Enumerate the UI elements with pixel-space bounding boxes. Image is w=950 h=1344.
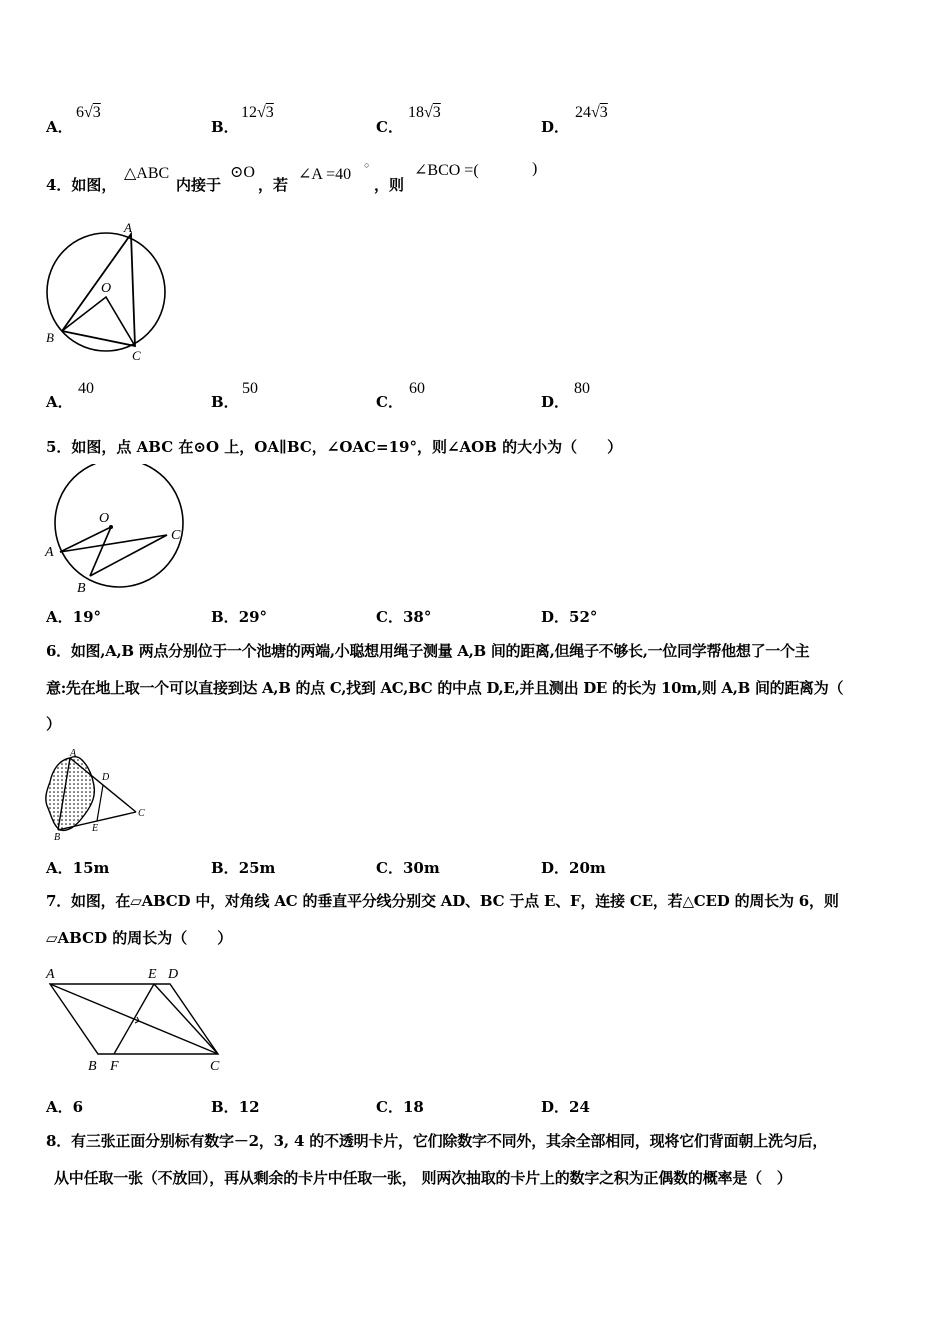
q3-option-c[interactable] bbox=[376, 116, 403, 137]
q6-option-d[interactable] bbox=[541, 857, 606, 878]
q4-option-d-value: 80 bbox=[574, 380, 590, 397]
option-letter: D． bbox=[541, 608, 570, 626]
option-value: 20m bbox=[569, 859, 606, 877]
q5-circle-figure bbox=[40, 464, 190, 596]
radicand: 3 bbox=[432, 104, 441, 121]
option-letter: A． bbox=[46, 608, 73, 626]
triangle-abc bbox=[62, 234, 135, 346]
sqrt-sign: √ bbox=[84, 104, 93, 121]
pond-shape bbox=[46, 757, 95, 831]
q4-option-c-value: 60 bbox=[409, 380, 425, 397]
q4-inscribed: 内接于 bbox=[176, 176, 222, 194]
label-c: C bbox=[210, 1059, 220, 1074]
radicand: 3 bbox=[599, 104, 608, 121]
option-letter: C． bbox=[376, 608, 403, 626]
q3-option-b[interactable] bbox=[211, 116, 239, 137]
segment-ob bbox=[90, 527, 111, 576]
q5-option-c[interactable] bbox=[376, 606, 431, 627]
q5-option-d[interactable] bbox=[541, 606, 597, 627]
option-letter: D． bbox=[541, 859, 570, 877]
label-d: D bbox=[102, 772, 110, 783]
q7-option-b[interactable] bbox=[211, 1096, 260, 1117]
q5-option-a[interactable] bbox=[46, 606, 101, 627]
q6-line-2: 意:先在地上取一个可以直接到达 A,B 的点 C,找到 AC,BC 的中点 D,E,并且测出 DE 的长为 10m,则 A,B 间的距离为（ bbox=[46, 679, 844, 697]
label-e: E bbox=[92, 823, 99, 834]
label-b: B bbox=[54, 832, 61, 842]
option-letter: C． bbox=[376, 1098, 403, 1116]
option-letter: A． bbox=[46, 118, 73, 136]
label-a: A bbox=[70, 748, 77, 759]
label-a: A bbox=[124, 220, 132, 235]
q6-line-1: 6．如图,A,B 两点分别位于一个池塘的两端,小聪想用绳子测量 A,B 间的距离,但绳子不够长,一位同学帮他想了一个主 bbox=[46, 642, 810, 660]
q3-option-d-value bbox=[575, 104, 608, 122]
option-letter: D． bbox=[541, 118, 570, 136]
q4-option-b-value: 50 bbox=[242, 380, 258, 397]
q4-option-d[interactable]: D． bbox=[541, 393, 570, 411]
q4-option-a[interactable]: A． bbox=[46, 393, 73, 411]
degree-mark: ○ bbox=[364, 160, 370, 170]
option-letter: B． bbox=[211, 608, 239, 626]
label-c: C bbox=[138, 808, 145, 819]
label-a: A bbox=[46, 967, 55, 982]
q3-option-d[interactable] bbox=[541, 116, 569, 137]
label-b: B bbox=[77, 581, 86, 596]
q6-line-3: ） bbox=[46, 715, 62, 733]
option-value: 6 bbox=[72, 1098, 84, 1116]
circle-o bbox=[55, 464, 183, 587]
label-a: A bbox=[45, 545, 54, 560]
sqrt-sign: √ bbox=[257, 104, 266, 121]
radicand: 3 bbox=[92, 104, 101, 121]
q4-circle-figure bbox=[40, 214, 180, 364]
q4-then: ，则 bbox=[374, 176, 405, 194]
option-letter: B． bbox=[211, 118, 239, 136]
q4-close-paren: ) bbox=[532, 160, 538, 177]
label-b: B bbox=[88, 1059, 97, 1074]
option-letter: A． bbox=[46, 1098, 73, 1116]
radicand: 3 bbox=[265, 104, 274, 121]
option-value: 25m bbox=[238, 859, 276, 877]
label-c: C bbox=[171, 528, 181, 543]
option-letter: C． bbox=[376, 118, 403, 136]
q6-pond-figure bbox=[40, 746, 160, 842]
q3-option-a[interactable] bbox=[46, 116, 73, 137]
coefficient: 12 bbox=[241, 104, 257, 121]
segment-ce bbox=[154, 984, 218, 1054]
q4-option-a-value: 40 bbox=[78, 380, 94, 397]
label-c: C bbox=[132, 348, 141, 363]
q4-option-c[interactable]: C． bbox=[376, 393, 403, 411]
label-f: F bbox=[110, 1059, 119, 1074]
q4-circle: ⊙O bbox=[230, 164, 255, 181]
q4-angle-a: ∠A =40 bbox=[298, 166, 352, 183]
q7-parallelogram-figure bbox=[40, 960, 240, 1078]
q4-angle-bco: ∠BCO =( bbox=[414, 162, 479, 179]
q4-number: 4．如图， bbox=[46, 176, 117, 194]
q7-option-d[interactable] bbox=[541, 1096, 590, 1117]
segment-de bbox=[97, 785, 103, 821]
q4-option-b[interactable]: B． bbox=[211, 393, 239, 411]
option-value: 30m bbox=[402, 859, 440, 877]
coefficient: 24 bbox=[575, 104, 591, 121]
option-value: 19° bbox=[72, 608, 102, 626]
sqrt-sign: √ bbox=[424, 104, 433, 121]
q7-line-2: ▱ABCD 的周长为（ ） bbox=[46, 929, 233, 947]
q4-if: ，若 bbox=[258, 176, 289, 194]
q3-option-a-value bbox=[76, 104, 101, 122]
option-value: 12 bbox=[238, 1098, 260, 1116]
label-d: D bbox=[168, 967, 179, 982]
q3-option-c-value bbox=[408, 104, 441, 122]
option-value: 18 bbox=[402, 1098, 424, 1116]
label-o: O bbox=[101, 281, 112, 296]
label-o: O bbox=[99, 511, 110, 526]
option-value: 24 bbox=[569, 1098, 590, 1116]
q6-option-a[interactable] bbox=[46, 857, 109, 878]
option-value: 38° bbox=[402, 608, 432, 626]
option-letter: A． bbox=[46, 859, 73, 877]
q8-line-2: 从中任取一张（不放回），再从剩余的卡片中任取一张， 则两次抽取的卡片上的数字之积为正偶数的概率是（ ） bbox=[54, 1169, 792, 1187]
q4-triangle: △ABC bbox=[124, 165, 170, 182]
option-letter: B． bbox=[211, 1098, 239, 1116]
q7-line-1: 7．如图，在▱ABCD 中，对角线 AC 的垂直平分线分别交 AD、BC 于点 E、F，连接 CE，若△CED 的周长为 6，则 bbox=[46, 892, 839, 910]
sqrt-sign: √ bbox=[591, 104, 600, 121]
q3-option-b-value bbox=[241, 104, 274, 122]
option-letter: B． bbox=[211, 859, 239, 877]
label-b: B bbox=[46, 330, 54, 345]
q6-option-c[interactable] bbox=[376, 857, 440, 878]
q8-line-1: 8．有三张正面分别标有数字－2，3, 4 的不透明卡片，它们除数字不同外，其余全部相同，现将它们背面朝上洗匀后， bbox=[46, 1132, 828, 1150]
label-e: E bbox=[148, 967, 157, 982]
q7-option-a[interactable] bbox=[46, 1096, 83, 1117]
option-value: 15m bbox=[72, 859, 110, 877]
q5-text: 5．如图，点 ABC 在⊙O 上，OA∥BC，∠OAC=19°，则∠AOB 的大小为（ ） bbox=[46, 438, 623, 456]
coefficient: 18 bbox=[408, 104, 424, 121]
q7-option-c[interactable] bbox=[376, 1096, 424, 1117]
option-letter: D． bbox=[541, 1098, 570, 1116]
option-value: 29° bbox=[238, 608, 268, 626]
q5-option-b[interactable] bbox=[211, 606, 267, 627]
option-value: 52° bbox=[569, 608, 598, 626]
option-letter: C． bbox=[376, 859, 403, 877]
segment-ef bbox=[114, 984, 154, 1054]
coefficient: 6 bbox=[76, 104, 84, 121]
q6-option-b[interactable] bbox=[211, 857, 275, 878]
